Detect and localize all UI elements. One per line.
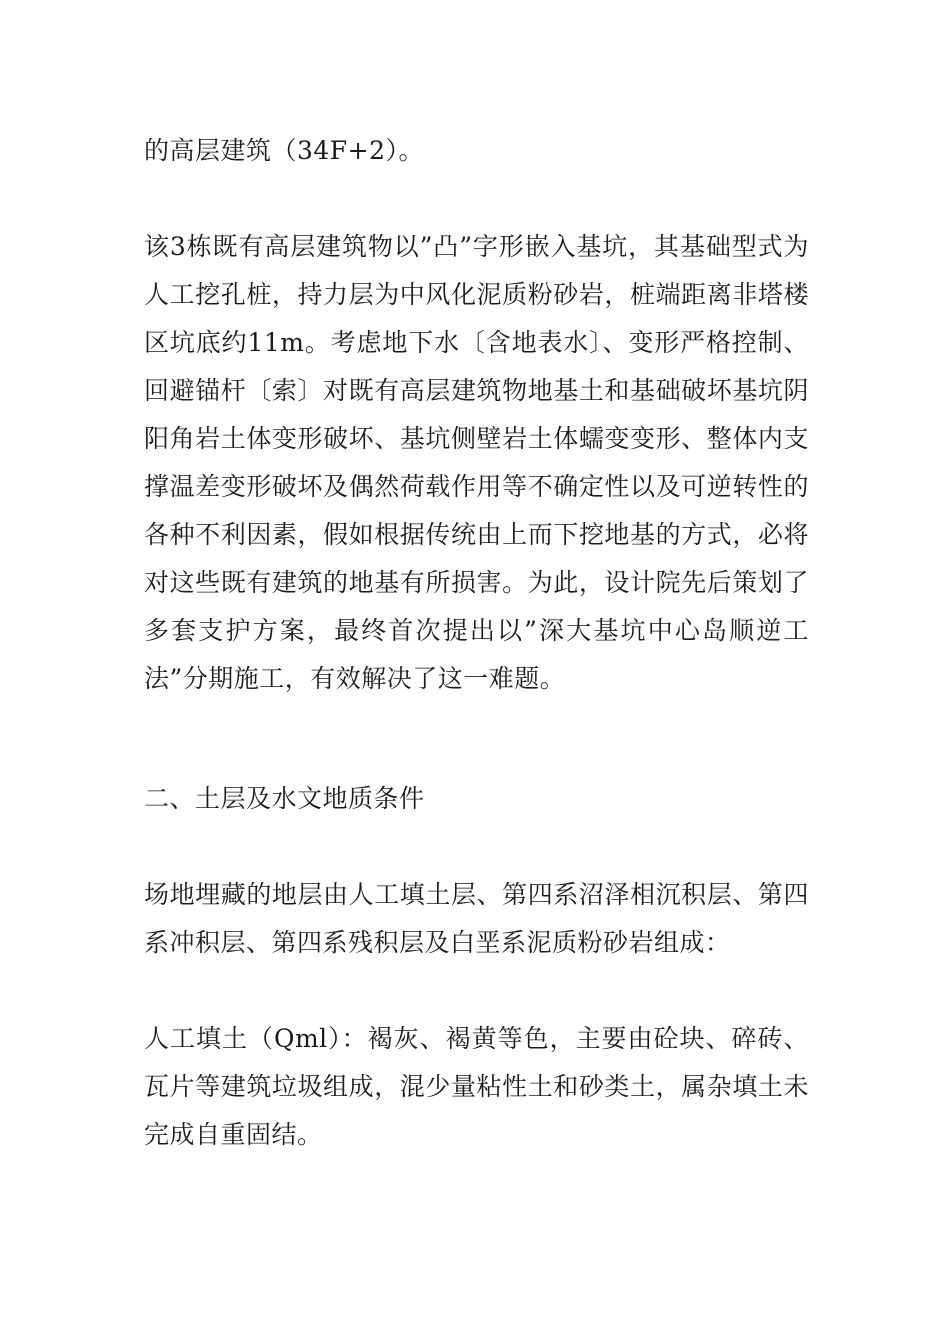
paragraph-strata-overview: 场地埋藏的地层由人工填土层、第四系沼泽相沉积层、第四系冲积层、第四系残积层及白垩系泥质粉砂岩组成： — [144, 880, 809, 957]
section-heading-soil-hydrogeology: 二、土层及水文地质条件 — [144, 784, 425, 813]
paragraph-artificial-fill: 人工填土（Qml）：褐灰、褐黄等色，主要由砼块、碎砖、瓦片等建筑垃圾组成，混少量粘性土和砂类土，属杂填土未完成自重固结。 — [144, 1024, 809, 1149]
paragraph-continuation: 的高层建筑（34F+2）。 — [144, 136, 425, 165]
paragraph-existing-buildings: 该3栋既有高层建筑物以”凸”字形嵌入基坑，其基础型式为人工挖孔桩，持力层为中风化泥质粉砂岩，桩端距离非塔楼区坑底约11m。考虑地下水〔含地表水〕、变形严格控制、回避锚杆〔索〕对既有高层建筑物地基土和基础破坏基坑阴阳角岩土体变形破坏、基坑侧壁岩土体蠕变变形、整体内支撑温差变形破坏及偶然荷载作用等不确定性以及可逆转性的各种不利因素，假如根据传统由上而下挖地基的方式，必将对这些既有建筑的地基有所损害。为此，设计院先后策划了多套支护方案，最终首次提出以”深大基坑中心岛顺逆工法”分期施工，有效解决了这一难题。 — [144, 232, 809, 693]
